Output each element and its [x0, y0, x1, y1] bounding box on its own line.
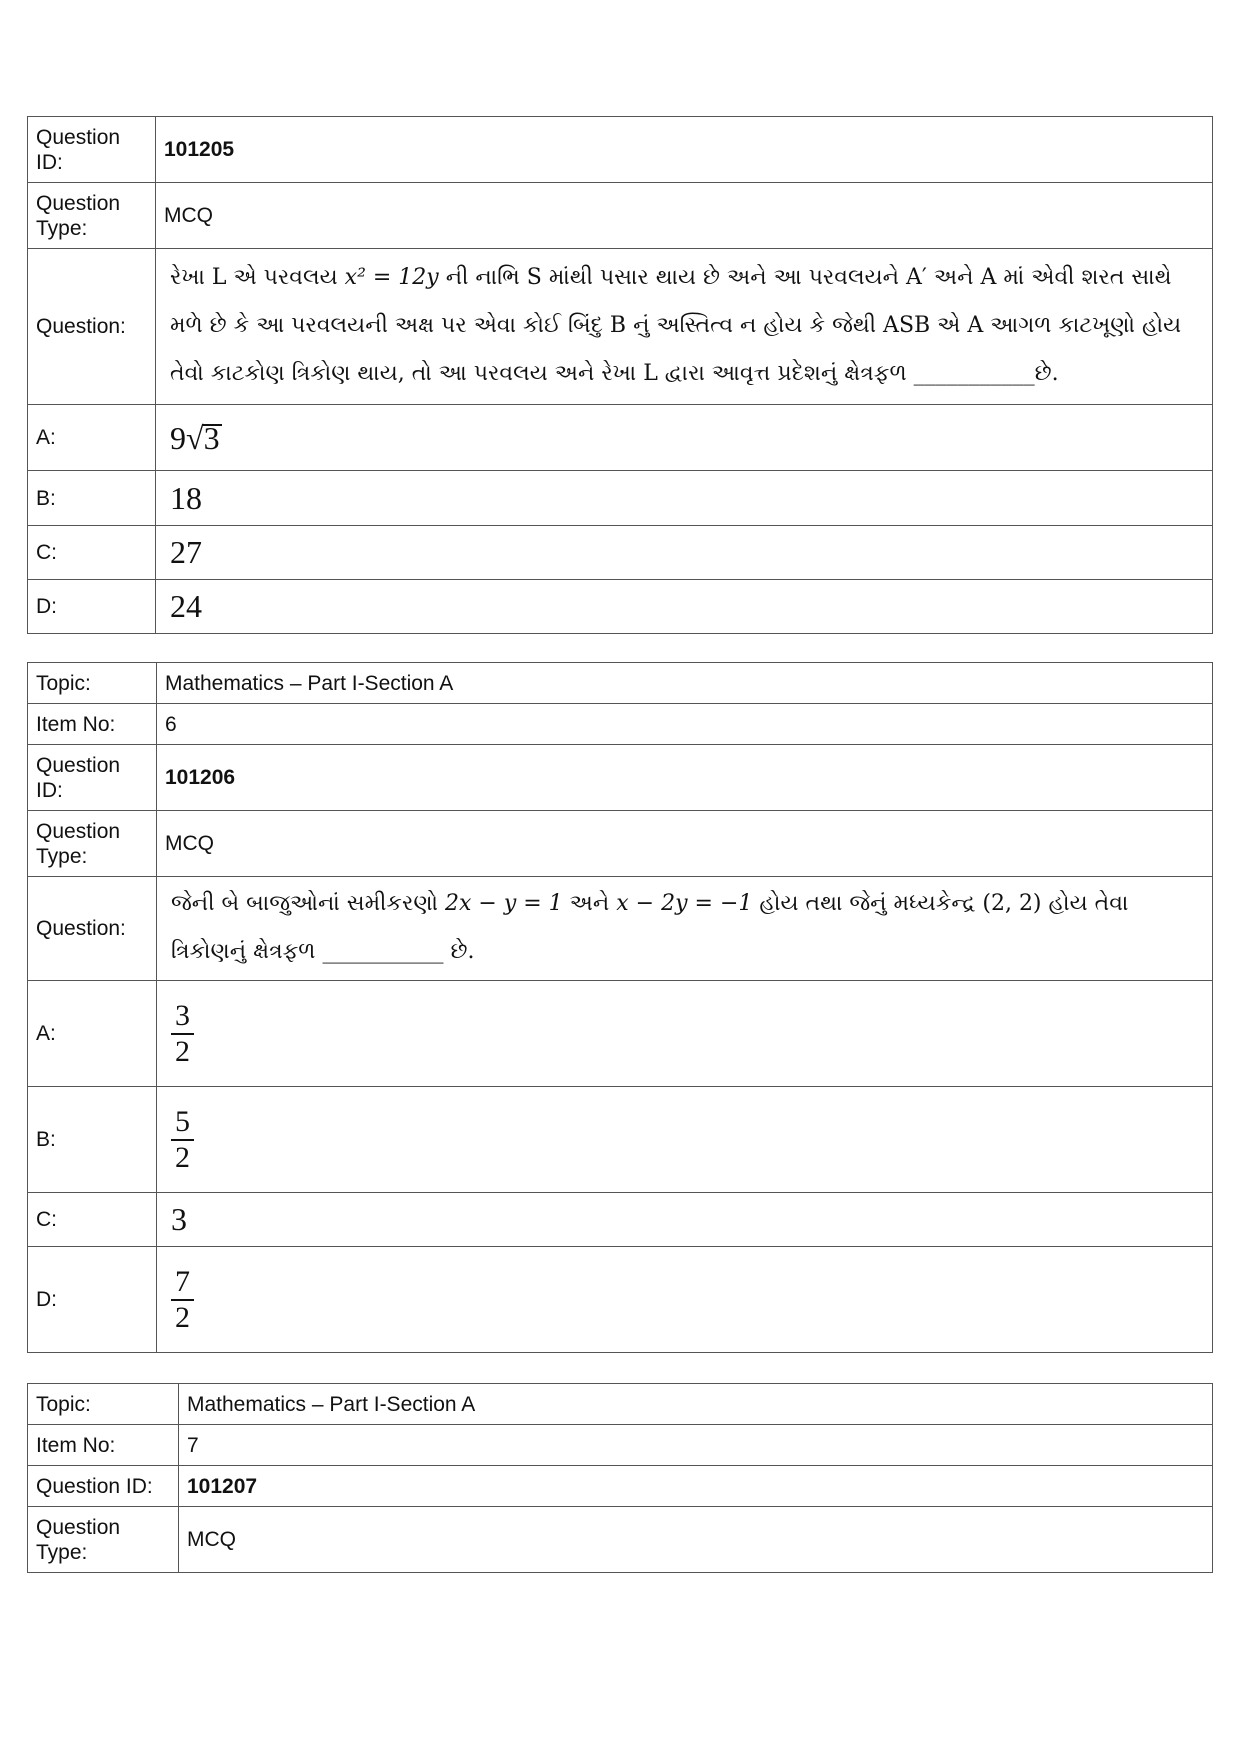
option-c-value: 3	[157, 1193, 1213, 1247]
question-type-label: Question Type:	[28, 183, 156, 249]
row-question	[28, 249, 1213, 405]
fraction	[171, 1105, 194, 1175]
answer-blank: ___________	[322, 938, 444, 964]
question-type-label: Question Type:	[28, 1507, 179, 1573]
question-id-value: 101205	[156, 117, 1213, 183]
numerator: 7	[171, 1265, 194, 1301]
row-item-no	[28, 704, 1213, 745]
numerator: 3	[171, 999, 194, 1035]
fraction	[171, 1265, 194, 1335]
question-text-part: અને	[562, 890, 617, 916]
item-no-value: 6	[157, 704, 1213, 745]
option-a-label: A:	[28, 981, 157, 1087]
question-label: Question:	[28, 249, 156, 405]
question-type-value: MCQ	[157, 811, 1213, 877]
topic-value: Mathematics – Part I-Section A	[157, 663, 1213, 704]
row-question	[28, 877, 1213, 981]
question-text-part: જેની બે બાજુઓનાં સમીકરણો	[171, 890, 445, 916]
answer-blank: ___________	[913, 360, 1035, 386]
denominator: 2	[175, 1140, 190, 1174]
question-label: Question:	[28, 877, 157, 981]
option-b-value: 18	[156, 471, 1213, 526]
row-topic	[28, 1384, 1213, 1425]
row-option-a	[28, 981, 1213, 1087]
question-id-label: Question ID:	[28, 117, 156, 183]
sqrt-icon: √	[186, 420, 204, 456]
question-text-part: છે.	[1034, 360, 1059, 386]
equation: 2x − y = 1	[445, 890, 563, 916]
option-b-label: B:	[28, 471, 156, 526]
fraction	[171, 999, 194, 1069]
question-table-101206	[27, 662, 1213, 1353]
question-table-101205	[27, 116, 1213, 634]
question-text	[157, 877, 1213, 981]
item-no-label: Item No:	[28, 1425, 179, 1466]
row-option-c	[28, 1193, 1213, 1247]
row-question-type	[28, 183, 1213, 249]
option-a-label: A:	[28, 405, 156, 471]
option-b-value	[157, 1087, 1213, 1193]
row-question-id	[28, 117, 1213, 183]
question-type-value: MCQ	[156, 183, 1213, 249]
coefficient: 9	[170, 420, 186, 456]
option-c-label: C:	[28, 526, 156, 580]
question-text-part: હોય તથા જેનું મધ્યકેન્દ્ર (2, 2) હોય તેવા ત્રિકોણનું ક્ષેત્રફળ	[171, 890, 1129, 964]
topic-label: Topic:	[28, 1384, 179, 1425]
question-text-part: છે.	[443, 938, 475, 964]
question-id-value: 101207	[179, 1466, 1213, 1507]
option-c-value: 27	[156, 526, 1213, 580]
numerator: 5	[171, 1105, 194, 1141]
row-option-a	[28, 405, 1213, 471]
option-a-value	[157, 981, 1213, 1087]
question-type-label: Question Type:	[28, 811, 157, 877]
question-id-label: Question ID:	[28, 745, 157, 811]
topic-label: Topic:	[28, 663, 157, 704]
row-option-d	[28, 580, 1213, 634]
row-option-b	[28, 471, 1213, 526]
option-d-label: D:	[28, 1247, 157, 1353]
equation: x − 2y = −1	[616, 890, 753, 916]
equation: x² = 12y	[344, 264, 439, 290]
option-d-label: D:	[28, 580, 156, 634]
option-d-value	[157, 1247, 1213, 1353]
item-no-value: 7	[179, 1425, 1213, 1466]
option-d-value: 24	[156, 580, 1213, 634]
question-text	[156, 249, 1213, 405]
question-id-value: 101206	[157, 745, 1213, 811]
option-a-value	[156, 405, 1213, 471]
topic-value: Mathematics – Part I-Section A	[179, 1384, 1213, 1425]
row-question-id	[28, 745, 1213, 811]
row-question-type	[28, 811, 1213, 877]
row-option-c	[28, 526, 1213, 580]
row-option-b	[28, 1087, 1213, 1193]
row-topic	[28, 663, 1213, 704]
question-text-part: રેખા L એ પરવલય	[170, 264, 345, 290]
denominator: 2	[175, 1300, 190, 1334]
option-c-label: C:	[28, 1193, 157, 1247]
question-type-value: MCQ	[179, 1507, 1213, 1573]
radicand: 3	[203, 420, 220, 456]
question-table-101207	[27, 1383, 1213, 1573]
option-b-label: B:	[28, 1087, 157, 1193]
item-no-label: Item No:	[28, 704, 157, 745]
question-id-label: Question ID:	[28, 1466, 179, 1507]
denominator: 2	[175, 1034, 190, 1068]
row-item-no	[28, 1425, 1213, 1466]
row-question-type	[28, 1507, 1213, 1573]
question-text-part: ની નાભિ S માંથી પસાર થાય છે અને આ પરવલયને A′ અને A માં એવી શરત સાથે મળે છે કે આ પરવલયની અક્ષ પર એવા કોઈ બિંદુ B નું અસ્તિત્વ ન હોય કે જેથી ASB એ A આગળ કાટખૂણો હોય તેવો કાટકોણ ત્રિકોણ થાય, તો આ પરવલય અને રેખા L દ્વારા આવૃત્ત પ્રદેશનું ક્ષેત્રફળ	[170, 264, 1182, 386]
row-question-id	[28, 1466, 1213, 1507]
row-option-d	[28, 1247, 1213, 1353]
